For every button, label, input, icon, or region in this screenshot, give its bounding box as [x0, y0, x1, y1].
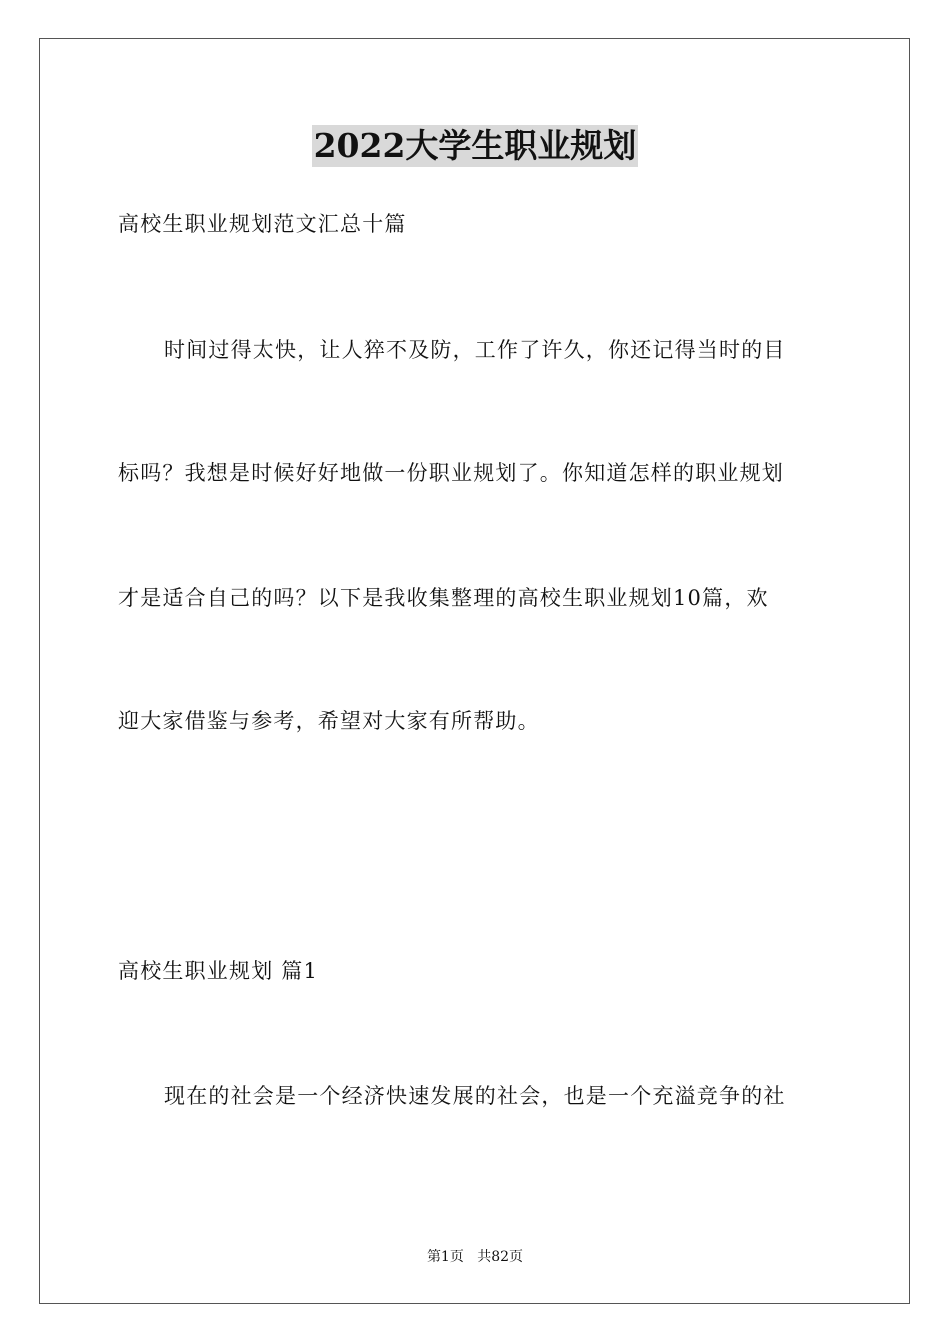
page-number: 第1页: [426, 1249, 464, 1265]
page-total: 共82页: [477, 1249, 524, 1265]
intro-line-4: 迎大家借鉴与参考，希望对大家有所帮助。: [118, 709, 540, 733]
document-subtitle: 高校生职业规划范文汇总十篇: [118, 212, 407, 236]
section-line-1: 现在的社会是一个经济快速发展的社会，也是一个充溢竞争的社: [164, 1084, 786, 1108]
document-title: 2022大学生职业规划: [313, 126, 637, 165]
title-container: [0, 125, 950, 167]
intro-line-2: 标吗？我想是时候好好地做一份职业规划了。你知道怎样的职业规划: [118, 461, 784, 485]
page-footer: [0, 1248, 950, 1266]
intro-line-3: 才是适合自己的吗？以下是我收集整理的高校生职业规划10篇，欢: [118, 586, 769, 610]
intro-line-1: 时间过得太快，让人猝不及防，工作了许久，你还记得当时的目: [164, 338, 786, 362]
section-heading: 高校生职业规划 篇1: [118, 959, 319, 983]
